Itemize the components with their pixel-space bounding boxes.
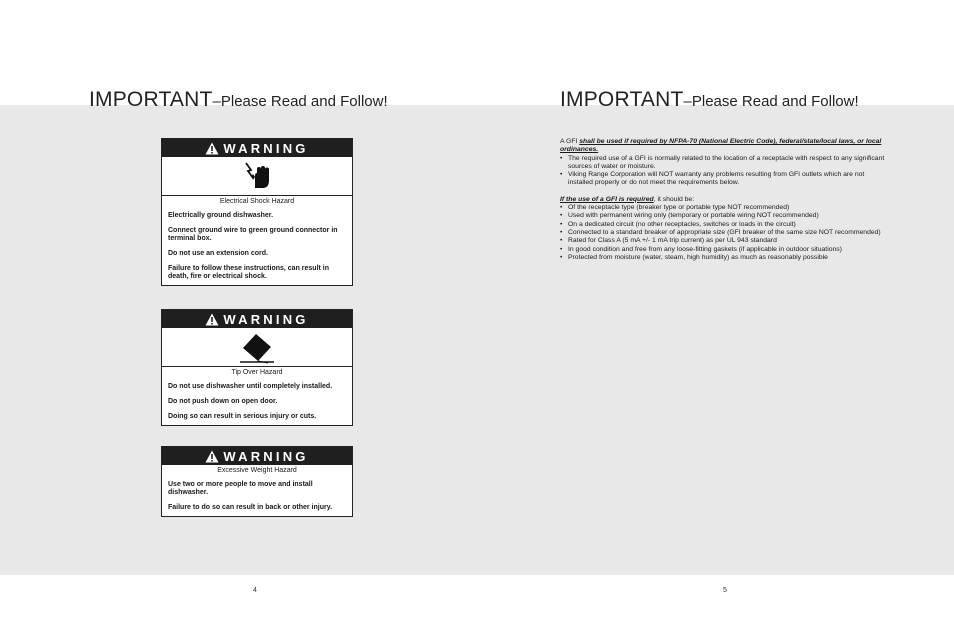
warning-line: Do not use an extension cord. — [168, 250, 268, 257]
warning-header — [162, 310, 352, 328]
warning-triangle-icon — [205, 142, 219, 155]
warning-box-tip-over — [161, 309, 353, 426]
tip-over-icon — [162, 328, 352, 367]
gfi-lead — [560, 138, 890, 155]
hazard-title: Tip Over Hazard — [231, 369, 283, 376]
electrical-shock-hand-icon — [162, 157, 352, 196]
warning-body — [162, 465, 352, 516]
title-important: IMPORTANT — [89, 88, 213, 111]
warning-line: Failure to follow these instructions, can result in death, fire or electrical shock. — [168, 265, 330, 280]
hazard-title: Electrical Shock Hazard — [219, 198, 295, 205]
left-page-title — [89, 88, 388, 112]
list-item: • Used with permanent wiring only (temporary or portable wiring NOT recommended) — [560, 212, 890, 220]
warning-box-excessive-weight — [161, 446, 353, 517]
gfi-section-suffix: , it should be: — [653, 195, 695, 203]
warning-line: Do not use dishwasher until completely installed. — [168, 383, 333, 390]
warning-body — [162, 367, 352, 425]
list-item: • Protected from moisture (water, steam, high humidity) as much as reasonably possible — [560, 254, 890, 262]
list-item: • The required use of a GFI is normally related to the location of a receptacle with respect to any significant sources of water or moisture. — [560, 155, 890, 172]
warning-line: Electrically ground dishwasher. — [168, 212, 274, 219]
title-subtitle: –Please Read and Follow! — [212, 93, 388, 110]
warning-label: WARNING — [223, 311, 309, 327]
hazard-title: Excessive Weight Hazard — [217, 467, 297, 474]
warning-line: Doing so can result in serious injury or cuts. — [168, 413, 317, 420]
warning-triangle-icon — [205, 313, 219, 326]
list-item: • Of the receptacle type (breaker type or portable type NOT recommended) — [560, 204, 890, 212]
title-important: IMPORTANT — [560, 88, 684, 111]
gfi-requirements — [560, 138, 890, 270]
gfi-notes-list — [560, 155, 890, 188]
gfi-section-emphasis: If the use of a GFI is required — [560, 195, 654, 203]
list-item: • Rated for Class A (5 mA +/- 1 mA trip current) as per UL 943 standard — [560, 237, 890, 245]
list-item: • Viking Range Corporation will NOT warranty any problems resulting from GFI outlets which are not installed properly or do not meet the requirements below. — [560, 171, 890, 188]
right-page-title — [560, 88, 859, 112]
gfi-lead-emphasis: shall be used if required by NFPA-70 (National Electric Code), federal/state/local laws, or local ordinances. — [560, 138, 882, 154]
warning-line: Failure to do so can result in back or other injury. — [168, 504, 333, 511]
title-subtitle: –Please Read and Follow! — [683, 93, 859, 110]
list-item: • On a dedicated circuit (no other receptacles, switches or loads in the circuit) — [560, 221, 890, 229]
warning-label: WARNING — [223, 448, 309, 464]
page-number-left: 4 — [253, 587, 257, 594]
list-item: • In good condition and free from any loose-fitting gaskets (if applicable in outdoor situations) — [560, 246, 890, 254]
page-number-right: 5 — [723, 587, 727, 594]
gfi-requirements-list — [560, 204, 890, 262]
gfi-lead-prefix: A GFI — [560, 138, 580, 145]
warning-line: Do not push down on open door. — [168, 398, 278, 405]
warning-body — [162, 196, 352, 285]
warning-triangle-icon — [205, 450, 219, 463]
warning-header — [162, 139, 352, 157]
gfi-section-heading — [560, 196, 890, 204]
warning-box-electrical-shock — [161, 138, 353, 286]
warning-label: WARNING — [223, 140, 309, 156]
warning-line: Connect ground wire to green ground connector in terminal box. — [168, 227, 338, 242]
warning-header — [162, 447, 352, 465]
list-item: • Connected to a standard breaker of appropriate size (GFI breaker of the same size NOT recommended) — [560, 229, 890, 237]
warning-line: Use two or more people to move and install dishwasher. — [168, 481, 313, 496]
